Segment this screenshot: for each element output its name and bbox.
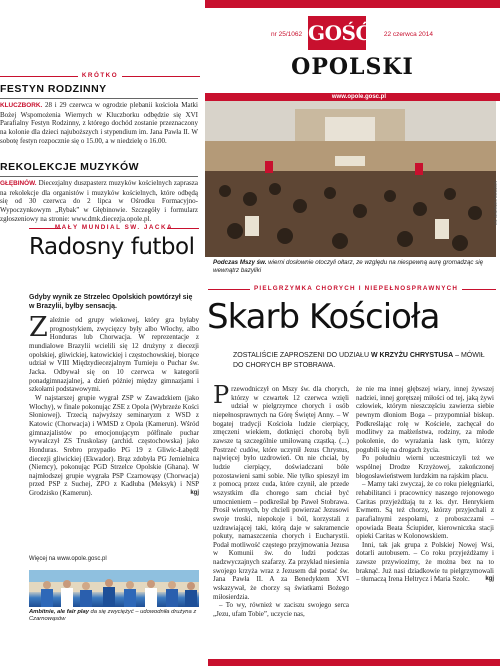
signature: kgj bbox=[190, 490, 199, 497]
article-title-futbol: Radosny futbol bbox=[29, 234, 195, 260]
section-pielgrzymka: PIELGRZYMKA CHORYCH I NIEPEŁNOSPRAWNYCH bbox=[254, 285, 459, 292]
photo-caption-boys bbox=[29, 609, 199, 623]
section-rule bbox=[167, 228, 199, 229]
skarb-col2-b: Po południu wierni uczestniczyli też we wspólnej Drodze Krzyżowej, zakończonej błogosławieństwem lurdzkim na rajskim placu. bbox=[356, 454, 494, 480]
article-lead-futbol: Gdyby wynik ze Strzelec Opolskich powtórzył się w Brazylii, byłby sensacją. bbox=[29, 294, 193, 310]
brief-text-festyn bbox=[0, 101, 198, 145]
skarb-column-1 bbox=[213, 381, 349, 619]
brief-text-rekolekcje bbox=[0, 179, 198, 223]
skarb-col1-text: rzewodniczył on Mszy św. dla chorych, którzy w czwartek 12 czerwca wzięli udział w pielgrzymce chorych i osób niepełnosprawnych na Górę Świętej Anny. – W bogatej tradycji Kościoła ludzie cierpiący, zmęczeni wiekiem, dotknięci chorobą byli zawsze tą szczególnie umiłowaną cząstką. (...) Postrzeć cudów, które uczynił Jezus Chrystus, najwięcej było uzdrowień. On nie chciał, by ludzie cierpiący, doświadczani bóle pozostawieni sami sobie. Nie tylko spieszył im z pomocą przez cuda, które czynił, ale przede wszystkim dla chorego sam chciał być umocnieniem – podkreślał bp Paweł Stobrawa. Prosił wiernych, by chcieli powierzać Jezusowi swoje troski, niepokoje i ból, korzystali z uzdrawiającej taki, którą daje w sakramencie pokuty, namaszczenia chorych i Eucharystii. Podał motliwość częstego przyjmowania Jezusa w Komunii św. do ludzi podczas nadzwyczajnych szafarzy. Za przykład niesienia swojego krzyża wraz z Jezusem dał postać św. Jana Pawła II. A za Benedyktem XVI wskazywał, że chorzy są światkami Bożego miłosierdzia. bbox=[213, 385, 349, 601]
caption-text: da się zwyciężyć – udowodniła drużyna z Czarnowąsów bbox=[29, 609, 197, 623]
skarb-col2-text: że nie ma innej głębszej wiary, innej żywszej nadziei, innej gorętszej miłości od tej, jaką żywi człowiek, którym nieszczęściu zawierza siebie pewnym dłoniom Boga – przypomniał biskup. Podkreślając rolę w Kościele, zachęcał do modlitwy za małżeństwa, rodziny, za młode pokolenie, do wyrażania łask tym, którzy pogubili się na drogach życia. bbox=[356, 385, 494, 454]
issue-date: 22 czerwca 2014 bbox=[383, 31, 433, 38]
caption-text: wierni dosłownie otoczyli ołtarz, ze względu na niespewną aurę gromadząc się wewnątrz bazyliki bbox=[213, 259, 484, 274]
brief-body-rekolekcje: Diecezjalny duszpasterz muzyków kościelnych zaprasza na rekolekcje dla organistów i muzyków kościelnych, które odbędą się od 30 czerwca do 2 lipca w Ośrodku Formacyjno-Wypoczynkowym „Rybak” w Głębinowie. Szczegóły i formularz zgłoszeniowy na stronie: www.dmk.diecezja.opole.pl. bbox=[0, 179, 198, 223]
photo-caption-main bbox=[213, 259, 493, 275]
gosc-logo: GOŚĆ bbox=[308, 16, 366, 50]
dropcap: P bbox=[213, 381, 230, 409]
edition-block bbox=[205, 0, 500, 93]
caption-bold: Podczas Mszy św. bbox=[213, 259, 267, 266]
football-photo-drawing bbox=[29, 570, 199, 607]
www-bar bbox=[205, 93, 500, 101]
photo-football-boys bbox=[29, 570, 199, 607]
article-subhead-skarb bbox=[233, 351, 493, 370]
article-title-skarb: Skarb Kościoła bbox=[207, 297, 440, 337]
website-link[interactable]: www.opole.gosc.pl bbox=[331, 94, 386, 100]
subhead-part-c: – MÓWIŁ DO CHORYCH BP STOBRAWA. bbox=[233, 352, 485, 369]
skarb-column-2 bbox=[356, 385, 494, 584]
section-rule bbox=[208, 289, 250, 290]
futbol-para-1: ależnie od grupy wiekowej, który gra byłaby prognostykiem, zwycięzcy były albo Włochy, albo Honduras lub Chorwacja. W reprezentacje z mundialowe Brazylii wcielili się 12 drużyny z diecezji opolskiej, gliwickiej, katowickiej i częstochowskiej, biorące udział w VIII Międzydiecezjalnym Turnieju o Puchar św. Jacka. Odbywał się on 10 czerwca w kategorii ponadgimnazjalnej, a dzień później między gimnazjami i szkołami podstawowymi. bbox=[29, 316, 199, 394]
article-body-futbol bbox=[29, 312, 199, 498]
divider bbox=[0, 176, 198, 177]
mass-photo-drawing bbox=[205, 101, 496, 257]
edition-title: OPOLSKI bbox=[291, 54, 414, 80]
section-rule bbox=[462, 289, 496, 290]
place-kluczbork: KLUCZBORK. bbox=[0, 102, 43, 109]
skarb-col2-d: Inni, tak jak grupa z Polskiej Nowej Wsi, dotarli autobusem. – Co roku przyjeżdżamy i zawsze przywiozimy, że można bez na to braknąć. Już nasi dziadkowie tu pielgrzymowali – tłumaczą Irena Heltrycz i Maria Szolc. bbox=[356, 540, 494, 584]
signature: kgj bbox=[485, 576, 494, 583]
section-mundial: MAŁY MUNDIAL SW. JACKA bbox=[54, 224, 174, 231]
photo-mass-crowd bbox=[205, 101, 496, 257]
brief-body-festyn: 28 i 29 czerwca w ogrodzie plebanii kościoła Matki Bożej Wspomożenia Wiernych w Kluczborku odbędzie się XVI Parafialny Festyn Rodzinny, z którego dochód zostanie przeznaczony na kolonie dla dzieci najuboższych i stypendium im. Jana Pawła II. W sobotę festyn rozpocznie się o 15.00, a w niedzielę o 16.00. bbox=[0, 101, 198, 145]
skarb-col1-end: – To wy, również w zaciszu swojego serca „Jezu, ufam Tobie”, uczycie nas, bbox=[213, 601, 349, 619]
more-link[interactable]: Więcej na www.opole.gosc.pl bbox=[29, 556, 107, 562]
section-krotko: KRÓTKO bbox=[81, 72, 119, 79]
futbol-para-2: W najstarszej grupie wygrał ZSP w Zawadzkiem (jako Włochy), w finale pokonując ZSE z Opola (Wybrzeże Kości Słoniowej). Trzecią najwyższy seminaryzm z WSD z Katowic (Chorwacja) i WMSD z Opola (Kamerun). Wśród gimnazjalistów po emocjonującym półfinale puchar wywalczył ZS Truskolasy (archid. częstochowska) jako Honduras. Srebro przypadło PG 19 z Gliwic-Łabędź diecezji gliwickiej (Ekwador). Brąz zdobyła PG Jemielnica (Niemcy), pokonując PGD Strzelce Opolskie (Ghana). W najmłodszej grupie wygrała PSP Czarnowąsy (Chorwacja) przed PSP z Suchej, ZPO z Kadłuba (Meksyk) i NSP Grodzisko (Kamerun). bbox=[29, 393, 199, 498]
caption-bold: Ambitnie, ale fair play bbox=[29, 609, 89, 615]
divider bbox=[0, 98, 198, 99]
subhead-part-a: ZOSTALIŚCIE ZAPROSZENI DO UDZIAŁU bbox=[233, 352, 370, 359]
section-rule bbox=[122, 76, 200, 77]
brief-title-festyn: FESTYN RODZINNY bbox=[0, 83, 107, 95]
place-glebinow: GŁĘBINÓW. bbox=[0, 180, 37, 187]
brief-title-rekolekcje: REKOLEKCJE MUZYKÓW bbox=[0, 161, 140, 173]
dropcap: Z bbox=[29, 312, 48, 343]
bottom-red-band bbox=[208, 659, 500, 666]
subhead-part-b: W KRZYŻU CHRYSTUSA bbox=[370, 352, 454, 359]
skarb-col2-c: – Mamy taki zwyczaj, że co roku pielęgniarki, rehabilitanci i pracownicy naszego rejonowego Caritas przyjeżdżają tu z ks. dyr. Henrykiem Ewmem. Są też chorzy, którzy przyjechali z parafialnymi zespołami, z proboszczami – opowiada Beata Ściupider, kierowniczka stacji opieki Caritas w Kolonowskiem. bbox=[356, 480, 494, 541]
photo-credit: KS. ANDRZEJ KOCZOŃ bbox=[493, 180, 498, 225]
issue-number: nr 25/1062 bbox=[271, 31, 303, 38]
